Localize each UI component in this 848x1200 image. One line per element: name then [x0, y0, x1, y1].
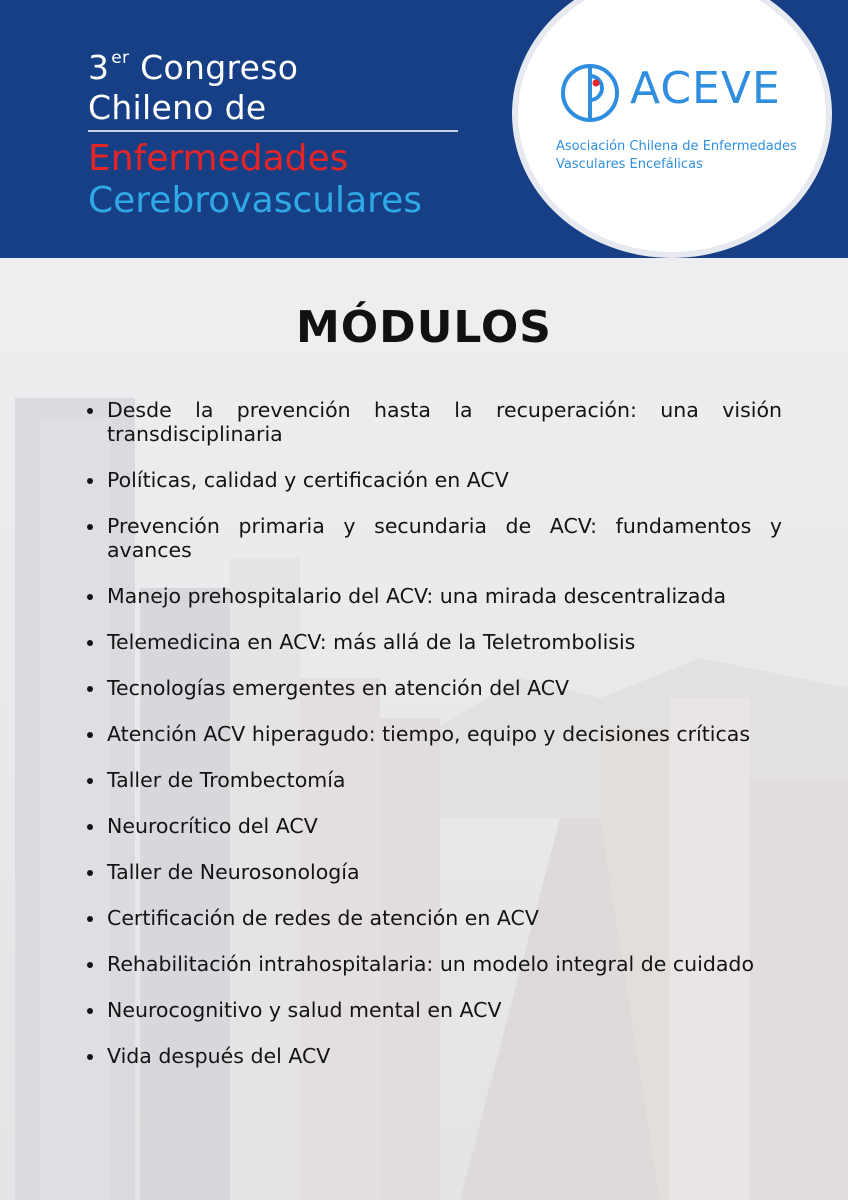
congress-line2: Chileno de [88, 88, 267, 127]
module-item: Telemedicina en ACV: más allá de la Teletrombolisis [107, 630, 782, 654]
module-item: Manejo prehospitalario del ACV: una mirada descentralizada [107, 584, 782, 608]
logo-subtitle [556, 138, 797, 174]
congress-superscript: er [111, 48, 130, 68]
congress-line-enfermedades: Enfermedades [88, 138, 349, 179]
logo-name: ACEVE [630, 63, 781, 114]
congress-word: Congreso [140, 48, 299, 87]
logo-subtitle-line1: Asociación Chilena de Enfermedades [556, 139, 797, 154]
module-item: Certificación de redes de atención en ACV [107, 906, 782, 930]
module-item: Neurocognitivo y salud mental en ACV [107, 998, 782, 1022]
module-item: Desde la prevención hasta la recuperación: una visión transdisciplinaria [107, 398, 782, 446]
congress-line-cerebrovasculares: Cerebrovasculares [88, 180, 423, 221]
aceve-logo-icon [556, 62, 624, 124]
module-item: Taller de Trombectomía [107, 768, 782, 792]
module-item: Rehabilitación intrahospitalaria: un modelo integral de cuidado [107, 952, 782, 976]
module-item: Vida después del ACV [107, 1044, 782, 1068]
module-item: Políticas, calidad y certificación en ACV [107, 468, 782, 492]
congress-number: 3 [88, 48, 110, 87]
congress-title [88, 38, 298, 128]
modules-list [107, 398, 782, 1090]
header-divider [88, 130, 458, 132]
module-item: Taller de Neurosonología [107, 860, 782, 884]
page-title: MÓDULOS [295, 302, 552, 353]
module-item: Atención ACV hiperagudo: tiempo, equipo y decisiones críticas [107, 722, 782, 746]
module-item: Tecnologías emergentes en atención del ACV [107, 676, 782, 700]
logo-subtitle-line2: Vasculares Encefálicas [556, 157, 703, 172]
module-item: Neurocrítico del ACV [107, 814, 782, 838]
module-item: Prevención primaria y secundaria de ACV: fundamentos y avances [107, 514, 782, 562]
